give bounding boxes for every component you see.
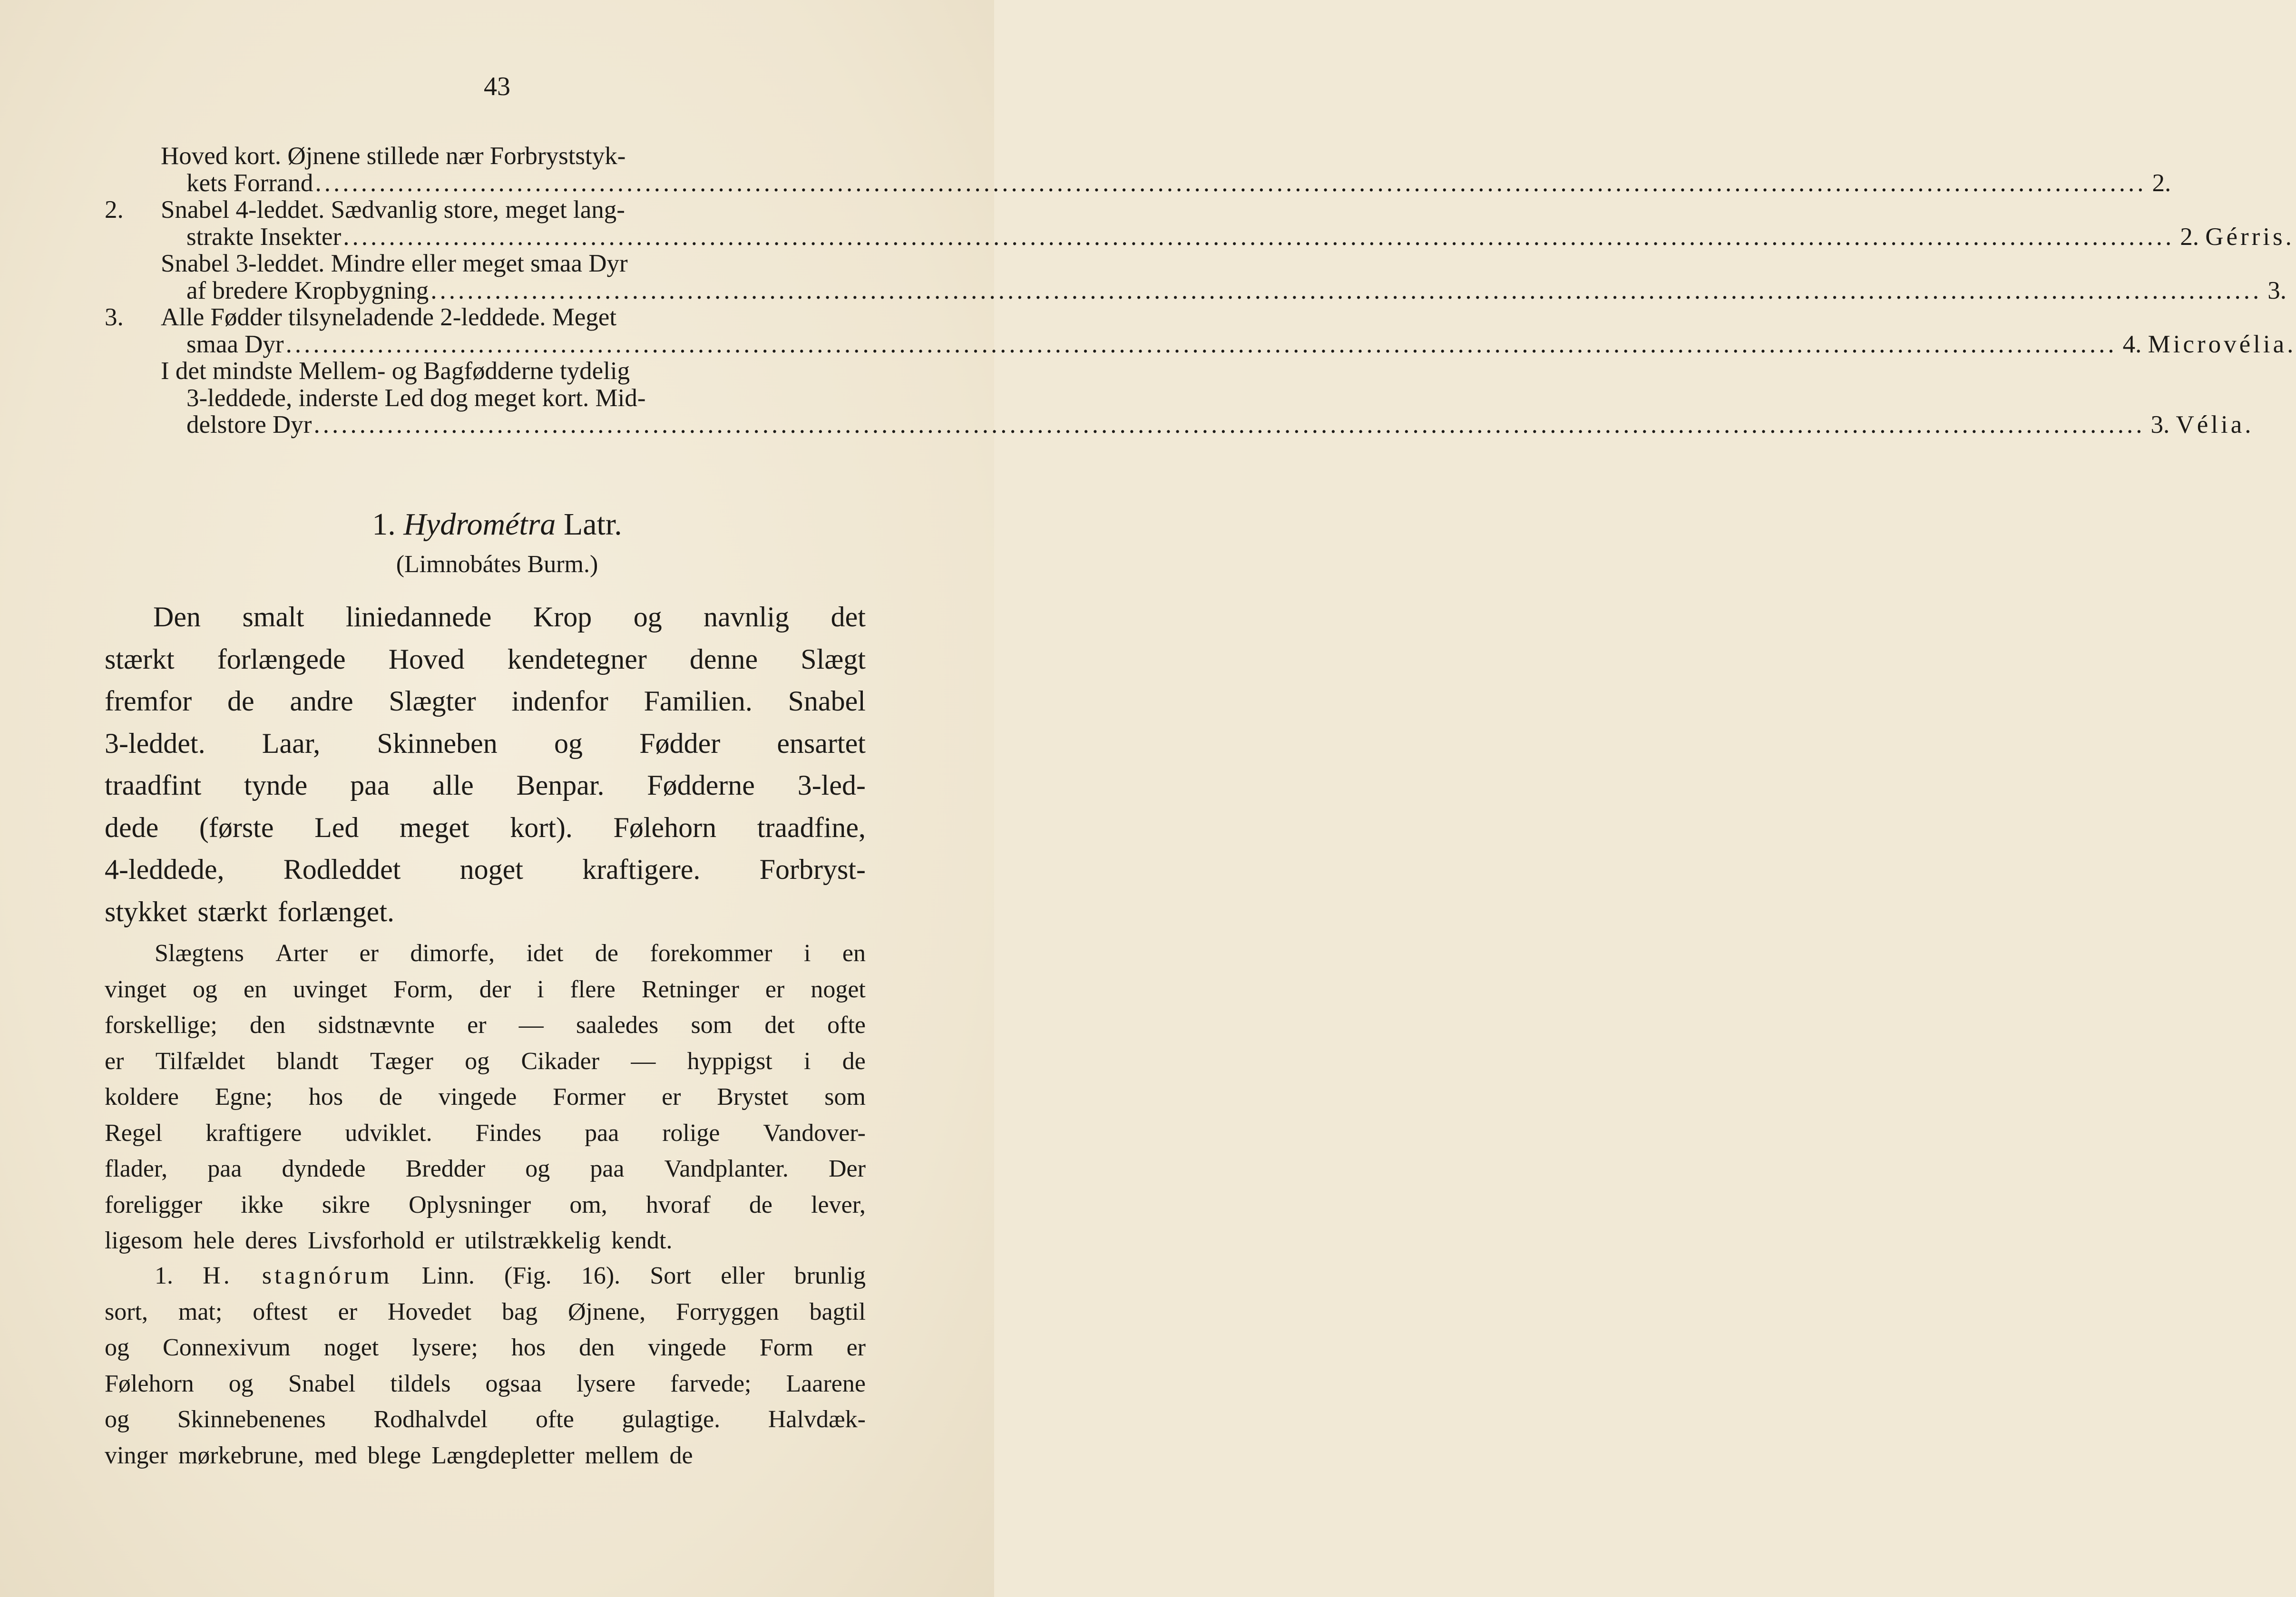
key-line-text: delstore Dyr — [186, 411, 312, 438]
identification-key — [105, 142, 2296, 438]
key-line — [105, 196, 875, 224]
key-target: 4. Microvélia. — [2122, 330, 2296, 358]
text-line: stærkt forlængede Hoved kendetegner denne Slægt — [105, 643, 866, 675]
text-line: vinger mørkebrune, med blege Længdepletter mellem de — [105, 1441, 693, 1469]
key-entry-number: 3. — [105, 303, 124, 331]
genus-name: Hydrométra — [403, 507, 556, 542]
key-line-text: strakte Insekter — [186, 223, 342, 251]
key-target: 2. Gérris. — [2180, 223, 2295, 251]
key-line — [161, 411, 2254, 438]
text-line: fremfor de andre Slægter indenfor Familien. Snabel — [105, 685, 866, 717]
genus-author: Latr. — [563, 507, 622, 542]
key-line-text: af bredere Kropbygning — [186, 276, 429, 304]
key-entry-number: 2. — [105, 196, 124, 224]
key-entry — [105, 196, 2295, 251]
text-line: Slægtens Arter er dimorfe, idet de forekommer i en — [155, 940, 866, 967]
dot-leader: ........................................................................................................................................................................................................ — [343, 223, 2175, 251]
key-line-text: Snabel 3-leddet. Mindre eller meget smaa Dyr — [161, 250, 628, 277]
genus-heading — [0, 506, 994, 543]
key-line-text: Hoved kort. Øjnene stillede nær Forbryststyk- — [161, 142, 626, 170]
key-entry — [105, 142, 2171, 197]
text-line: 3-leddet. Laar, Skinneben og Fødder ensartet — [105, 727, 866, 759]
text-line: Den smalt liniedannede Krop og navnlig det — [153, 601, 866, 633]
key-entry — [105, 250, 2286, 304]
text-line: og Connexivum noget lysere; hos den vingede Form er — [105, 1334, 866, 1361]
key-line — [105, 303, 875, 331]
text-line: 4-leddede, Rodleddet noget kraftigere. Forbryst- — [105, 854, 866, 885]
text-line: er Tilfældet blandt Tæger og Cikader — hyppigst i de — [105, 1047, 866, 1075]
genus-number: 1. — [372, 507, 396, 542]
key-entry — [105, 357, 2254, 438]
text-line: ligesom hele deres Livsforhold er utilstrækkelig kendt. — [105, 1227, 673, 1254]
text-line: Følehorn og Snabel tildels ogsaa lysere farvede; Laarene — [105, 1370, 866, 1397]
key-line-text: Alle Fødder tilsyneladende 2-leddede. Meget — [161, 303, 617, 331]
key-line — [161, 276, 2286, 304]
key-line-text: kets Forrand — [186, 169, 313, 197]
text-line: og Skinnebenenes Rodhalvdel ofte gulagtige. Halvdæk- — [105, 1406, 866, 1433]
key-target: 2. — [2152, 169, 2171, 197]
text-line: 1. H. stagnórum Linn. (Fig. 16). Sort eller brunlig — [155, 1262, 866, 1289]
dot-leader: ........................................................................................................................................................................................................ — [285, 330, 2117, 358]
text-line: flader, paa dyndede Bredder og paa Vandplanter. Der — [105, 1155, 866, 1182]
text-line: Regel kraftigere udviklet. Findes paa rolige Vandover- — [105, 1119, 866, 1147]
key-entry — [105, 303, 2296, 358]
text-line: dede (første Led meget kort). Følehorn traadfine, — [105, 811, 866, 843]
key-line — [161, 330, 2296, 358]
dot-leader: ........................................................................................................................................................................................................ — [430, 276, 2262, 304]
dot-leader: ........................................................................................................................................................................................................ — [313, 411, 2145, 438]
genus-description-paragraph — [105, 596, 866, 933]
key-target: 3. Vélia. — [2150, 411, 2254, 438]
page-number: 43 — [484, 72, 510, 101]
key-line-text: I det mindste Mellem- og Bagfødderne tydelig — [161, 357, 630, 385]
key-target: 3. — [2267, 276, 2286, 304]
text-line: vinget og en uvinget Form, der i flere Retninger er noget — [105, 975, 866, 1003]
text-line: foreligger ikke sikre Oplysninger om, hvoraf de lever, — [105, 1191, 866, 1218]
text-line: traadfint tynde paa alle Benpar. Fødderne 3-led- — [105, 769, 866, 801]
text-line: sort, mat; oftest er Hovedet bag Øjnene, Forryggen bagtil — [105, 1298, 866, 1325]
text-line: stykket stærkt forlænget. — [105, 896, 394, 927]
key-line — [161, 223, 2295, 251]
key-line — [161, 250, 875, 277]
key-line — [161, 143, 875, 170]
key-line — [161, 385, 875, 412]
genus-synonym: (Limnobátes Burm.) — [396, 551, 598, 578]
key-line-text: 3-leddede, inderste Led dog meget kort. Mid- — [186, 384, 646, 412]
text-line: koldere Egne; hos de vingede Former er Brystet som — [105, 1083, 866, 1110]
species-description-paragraph — [105, 1258, 866, 1473]
key-line — [161, 358, 875, 385]
genus-biology-paragraph — [105, 935, 866, 1259]
dot-leader: ........................................................................................................................................................................................................ — [315, 169, 2147, 197]
key-line — [161, 169, 2171, 197]
text-line: forskellige; den sidstnævnte er — saaledes som det ofte — [105, 1012, 866, 1039]
key-line-text: smaa Dyr — [186, 330, 284, 358]
key-line-text: Snabel 4-leddet. Sædvanlig store, meget lang- — [161, 196, 625, 224]
